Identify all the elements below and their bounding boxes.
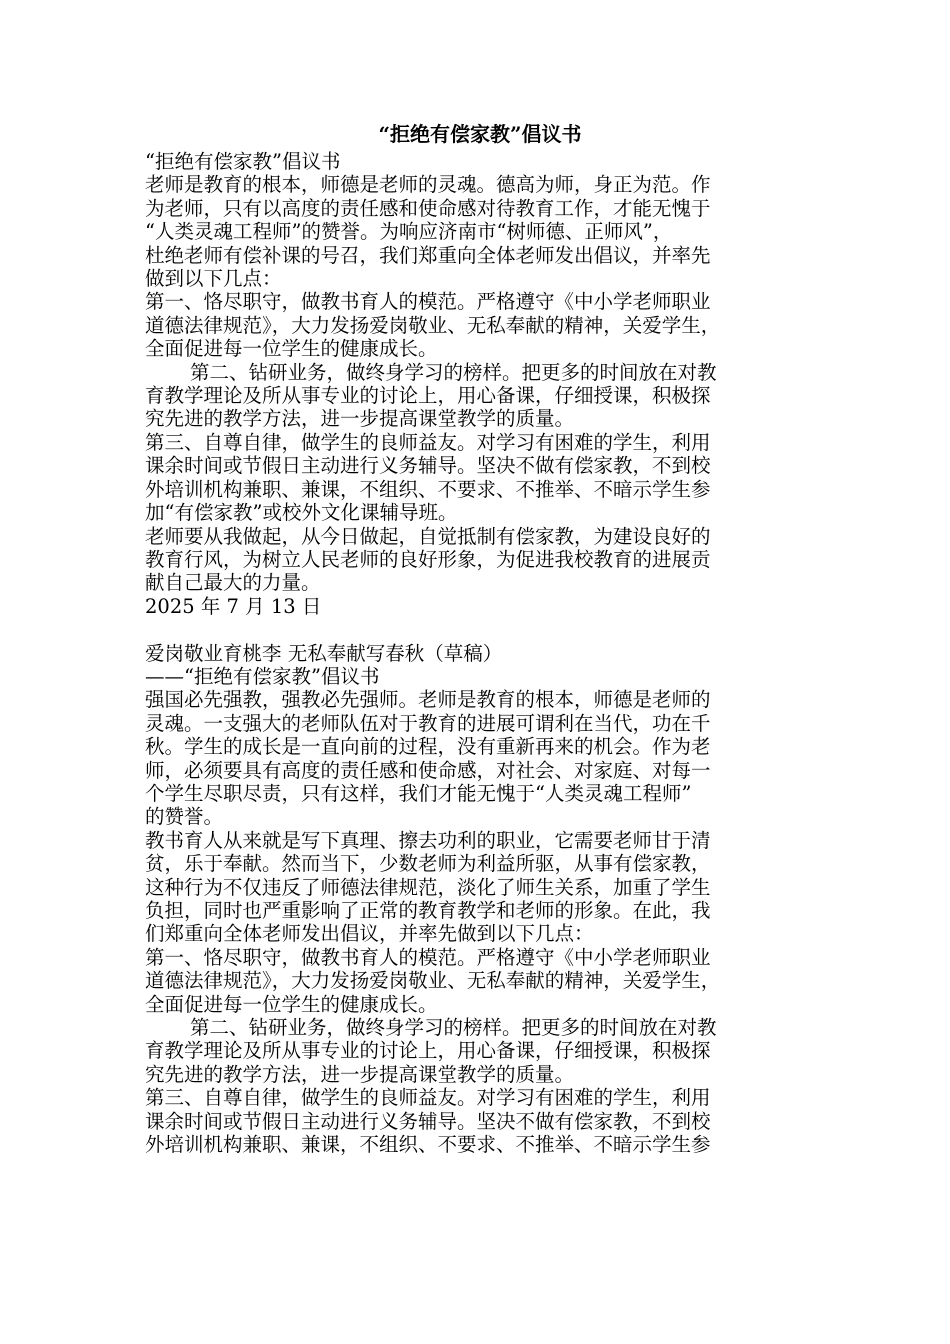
text-line: 教书育人从来就是写下真理、擦去功利的职业，它需要老师甘于清 — [145, 828, 711, 852]
text-line: 第一、恪尽职守，做教书育人的模范。严格遵守《中小学老师职业 — [145, 290, 711, 314]
section1-intro — [145, 173, 815, 290]
text-line: 做到以下几点： — [145, 267, 282, 291]
text-line: “人类灵魂工程师”的赞誉。为响应济南市“树师德、正师风”， — [145, 220, 673, 244]
text-line: 外培训机构兼职、兼课，不组织、不要求、不推举、不暗示学生参 — [145, 1133, 711, 1157]
section1-date: 2025 年 7 月 13 日 — [145, 594, 322, 618]
section1-point3 — [145, 431, 815, 525]
text-line: 灵魂。一支强大的老师队伍对于教育的进展可谓利在当代，功在千 — [145, 711, 711, 735]
text-line: 第一、恪尽职守，做教书育人的模范。严格遵守《中小学老师职业 — [145, 945, 711, 969]
section1-point2 — [145, 361, 815, 431]
section2-para1 — [145, 688, 815, 828]
section2-subheading: ——“拒绝有偿家教”倡议书 — [145, 664, 380, 688]
text-line: 全面促进每一位学生的健康成长。 — [145, 992, 438, 1016]
text-line: 课余时间或节假日主动进行义务辅导。坚决不做有偿家教，不到校 — [145, 454, 711, 478]
section2-point3 — [145, 1086, 815, 1156]
section1-point1 — [145, 290, 815, 360]
text-line: 第三、自尊自律，做学生的良师益友。对学习有困难的学生，利用 — [145, 1086, 711, 1110]
text-line: 外培训机构兼职、兼课，不组织、不要求、不推举、不暗示学生参 — [145, 477, 711, 501]
section1-heading: “拒绝有偿家教”倡议书 — [145, 150, 341, 173]
text-line: 负担，同时也严重影响了正常的教育教学和老师的形象。在此，我 — [145, 898, 711, 922]
text-line: 道德法律规范》，大力发扬爱岗敬业、无私奉献的精神，关爱学生， — [145, 313, 721, 337]
text-line: 杜绝老师有偿补课的号召，我们郑重向全体老师发出倡议，并率先 — [145, 243, 711, 267]
text-line: 课余时间或节假日主动进行义务辅导。坚决不做有偿家教，不到校 — [145, 1109, 711, 1133]
section2-point1 — [145, 946, 815, 1016]
section2-para2 — [145, 829, 815, 946]
text-line: 秋。学生的成长是一直向前的过程，没有重新再来的机会。作为老 — [145, 735, 711, 759]
text-line: 究先进的教学方法，进一步提高课堂教学的质量。 — [145, 407, 575, 431]
text-line: 献自己最大的力量。 — [145, 571, 321, 595]
section2-point2 — [145, 1016, 815, 1086]
text-line: 强国必先强教，强教必先强师。老师是教育的根本，师德是老师的 — [145, 688, 711, 712]
text-line: 为老师，只有以高度的责任感和使命感对待教育工作，才能无愧于 — [145, 196, 711, 220]
text-line: 育教学理论及所从事专业的讨论上，用心备课，仔细授课，积极探 — [145, 1039, 711, 1063]
text-line: 这种行为不仅违反了师德法律规范，淡化了师生关系，加重了学生 — [145, 875, 711, 899]
text-line: 第三、自尊自律，做学生的良师益友。对学习有困难的学生，利用 — [145, 430, 711, 454]
text-line: 道德法律规范》，大力发扬爱岗敬业、无私奉献的精神，关爱学生， — [145, 969, 721, 993]
text-line: 个学生尽职尽责，只有这样，我们才能无愧于“人类灵魂工程师” — [145, 781, 692, 805]
section2-heading: 爱岗敬业育桃李 无私奉献写春秋（草稿） — [145, 641, 503, 665]
text-line: 教育行风，为树立人民老师的良好形象，为促进我校教育的进展贡 — [145, 547, 711, 571]
text-line: 究先进的教学方法，进一步提高课堂教学的质量。 — [145, 1062, 575, 1086]
text-line: 们郑重向全体老师发出倡议，并率先做到以下几点： — [145, 922, 594, 946]
text-line: 师，必须要具有高度的责任感和使命感，对社会、对家庭、对每一 — [145, 758, 711, 782]
text-line: 老师是教育的根本，师德是老师的灵魂。德高为师，身正为范。作 — [145, 173, 711, 197]
text-line: 老师要从我做起，从今日做起，自觉抵制有偿家教，为建设良好的 — [145, 524, 711, 548]
text-line: 育教学理论及所从事专业的讨论上，用心备课，仔细授课，积极探 — [145, 384, 711, 408]
text-line: 加“有偿家教”或校外文化课辅导班。 — [145, 501, 458, 525]
text-line: 第二、钻研业务，做终身学习的榜样。把更多的时间放在对教 — [190, 1016, 717, 1040]
text-line: 全面促进每一位学生的健康成长。 — [145, 337, 438, 361]
blank-line — [145, 618, 815, 641]
text-line: 的赞誉。 — [145, 805, 224, 829]
section1-closing — [145, 525, 815, 595]
document-title: “拒绝有偿家教”倡议书 — [378, 122, 582, 146]
text-line: 贫，乐于奉献。然而当下，少数老师为利益所驱，从事有偿家教， — [145, 852, 711, 876]
document-page — [145, 118, 815, 1156]
text-line: 第二、钻研业务，做终身学习的榜样。把更多的时间放在对教 — [190, 360, 717, 384]
